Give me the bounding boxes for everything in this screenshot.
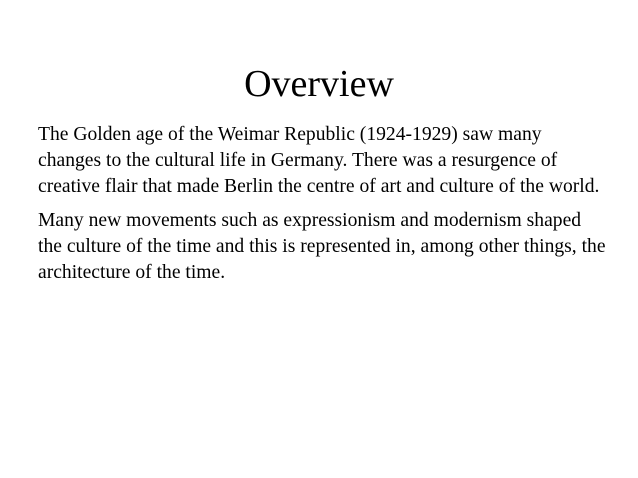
slide-title: Overview <box>244 63 394 105</box>
slide-body <box>38 122 608 294</box>
paragraph-2: Many new movements such as expressionism and modernism shaped the culture of the time and this is represented in, among other things, the architecture of the time. <box>38 210 606 283</box>
paragraph-1: The Golden age of the Weimar Republic (1924-1929) saw many changes to the cultural life in Germany. There was a resurgence of creative flair that made Berlin the centre of art and culture of the world. <box>38 124 600 197</box>
